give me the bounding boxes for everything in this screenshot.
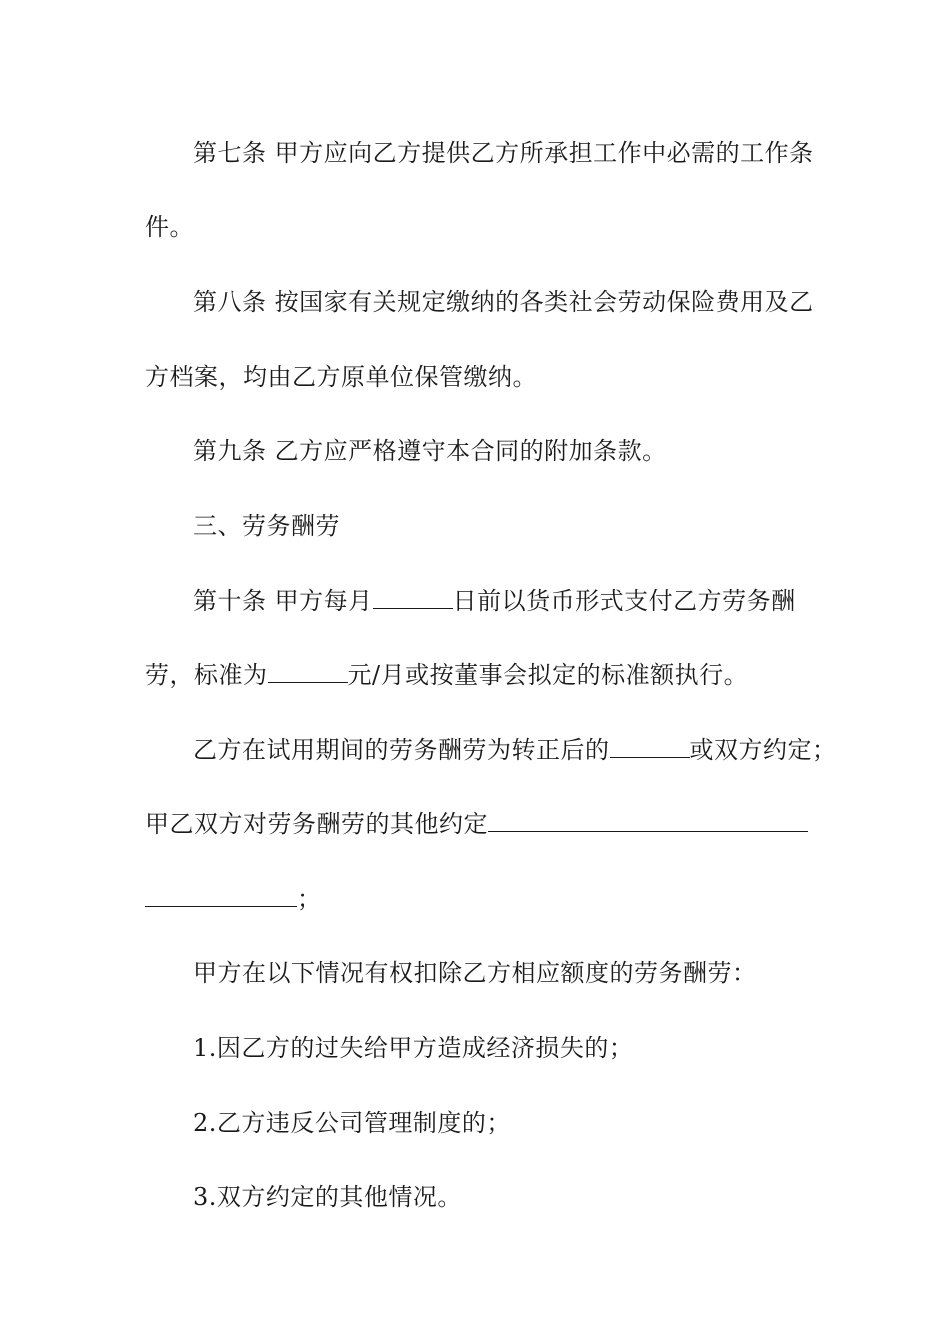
probation-line <box>193 734 837 766</box>
deduction-item-3: 3.双方约定的其他情况。 <box>193 1183 462 1211</box>
article-10-line-1 <box>193 585 796 617</box>
article-7-line-2: 件。 <box>145 213 194 241</box>
probation-text-before: 乙方在试用期间的劳务酬劳为转正后的 <box>193 736 610 764</box>
fill-blank-payday[interactable] <box>373 586 453 609</box>
standard-text-before: 劳，标准为 <box>145 661 268 689</box>
section-heading: 三、劳务酬劳 <box>193 512 340 540</box>
other-agreement-text: 甲乙双方对劳务酬劳的其他约定 <box>145 810 488 838</box>
fill-blank-standard-amount[interactable] <box>268 660 348 683</box>
deduction-item-1: 1.因乙方的过失给甲方造成经济损失的； <box>193 1034 634 1062</box>
article-8-line-2: 方档案，均由乙方原单位保管缴纳。 <box>145 363 537 391</box>
fill-blank-other-agreement-2[interactable] <box>145 884 297 907</box>
semicolon: ； <box>297 885 322 913</box>
article-10-text-after: 日前以货币形式支付乙方劳务酬 <box>452 587 796 615</box>
probation-text-after: 或双方约定； <box>689 736 837 764</box>
standard-text-after: 元/月或按董事会拟定的标准额执行。 <box>347 661 749 689</box>
article-10-line-2 <box>145 659 748 691</box>
deduction-item-2: 2.乙方违反公司管理制度的； <box>193 1109 511 1137</box>
article-10-text-before: 第十条 甲方每月 <box>193 587 373 615</box>
article-9: 第九条 乙方应严格遵守本合同的附加条款。 <box>193 437 667 465</box>
other-agreement-line-1 <box>145 808 808 840</box>
deduction-intro: 甲方在以下情况有权扣除乙方相应额度的劳务酬劳： <box>193 959 757 987</box>
other-agreement-line-2 <box>145 883 322 915</box>
article-7-line-1: 第七条 甲方应向乙方提供乙方所承担工作中必需的工作条 <box>193 139 814 167</box>
fill-blank-other-agreement-1[interactable] <box>488 809 808 832</box>
fill-blank-probation-ratio[interactable] <box>610 735 690 758</box>
article-8-line-1: 第八条 按国家有关规定缴纳的各类社会劳动保险费用及乙 <box>193 288 814 316</box>
